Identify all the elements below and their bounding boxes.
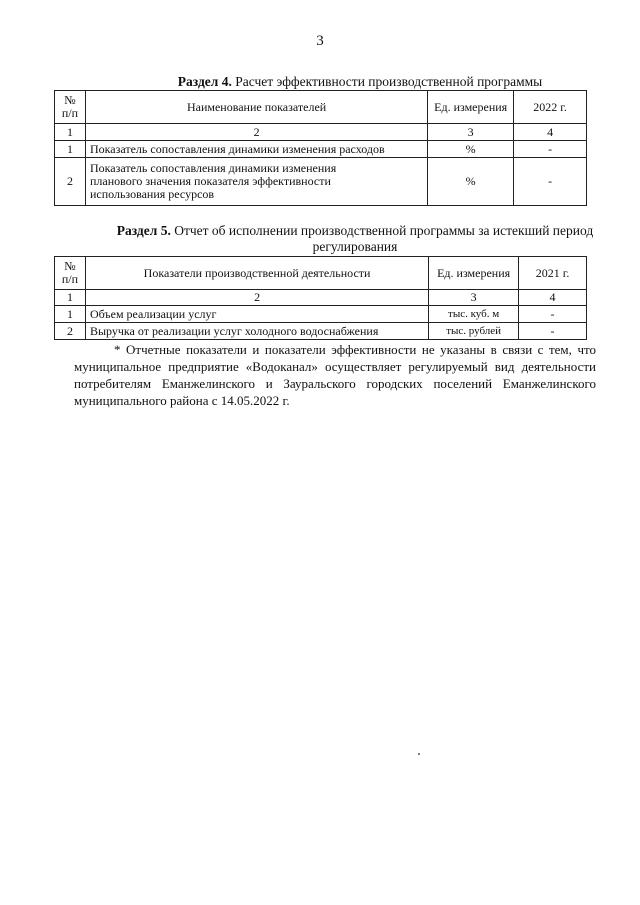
footnote-text: * Отчетные показатели и показатели эффективности не указаны в связи с тем, что муниципальное предприятие «Водоканал» осуществляет регулируемый вид деятельности потребителям Еманжелинского и Зауральского городских поселений Еманжелинского муниципального района с 14.05.2022 г. [74,342,596,408]
index-cell: 1 [55,124,86,141]
row-unit: % [428,158,514,206]
section4-title-bold: Раздел 4. [177,74,232,89]
row-value: - [519,323,587,340]
row-num: 2 [55,158,86,206]
row-unit: % [428,141,514,158]
row-unit: тыс. рублей [429,323,519,340]
header-name: Показатели производственной деятельности [85,257,428,290]
page-number: 3 [316,33,324,49]
header-unit: Ед. измерения [428,91,514,124]
header-name: Наименование показателей [85,91,427,124]
header-year: 2022 г. [514,91,587,124]
section5-title-text: Отчет об исполнении производственной программы за истекший период регулирования [170,223,594,254]
index-cell: 2 [85,290,428,306]
index-cell: 4 [514,124,587,141]
header-year: 2021 г. [519,257,587,290]
index-cell: 1 [55,290,86,306]
index-cell: 2 [85,124,427,141]
index-cell: 4 [519,290,587,306]
section5-title-bold: Раздел 5. [116,223,171,238]
header-num: № п/п [55,257,86,290]
index-cell: 3 [428,124,514,141]
row-value: - [519,306,587,323]
section4-title [120,74,600,90]
index-cell: 3 [429,290,519,306]
section5-title [110,223,600,255]
table-row [55,158,587,206]
section4-title-text: Расчет эффективности производственной программы [231,74,543,89]
table-row [55,306,587,323]
row-value: - [514,158,587,206]
table-index-row [55,290,587,306]
row-name: Объем реализации услуг [85,306,428,323]
footnote [74,341,596,409]
table-header-row [55,257,587,290]
header-unit: Ед. измерения [429,257,519,290]
table-row [55,141,587,158]
row-num: 1 [55,141,86,158]
table-index-row [55,124,587,141]
section4-table [54,90,587,206]
row-name: Показатель сопоставления динамики изменения планового значения показателя эффективности использования ресурсов [85,158,427,206]
row-num: 2 [55,323,86,340]
section5-table [54,256,587,340]
scan-speck [418,753,420,755]
table-row [55,323,587,340]
table-header-row [55,91,587,124]
row-name: Показатель сопоставления динамики изменения расходов [85,141,427,158]
row-num: 1 [55,306,86,323]
row-unit: тыс. куб. м [429,306,519,323]
header-num: № п/п [55,91,86,124]
row-value: - [514,141,587,158]
row-name: Выручка от реализации услуг холодного водоснабжения [85,323,428,340]
